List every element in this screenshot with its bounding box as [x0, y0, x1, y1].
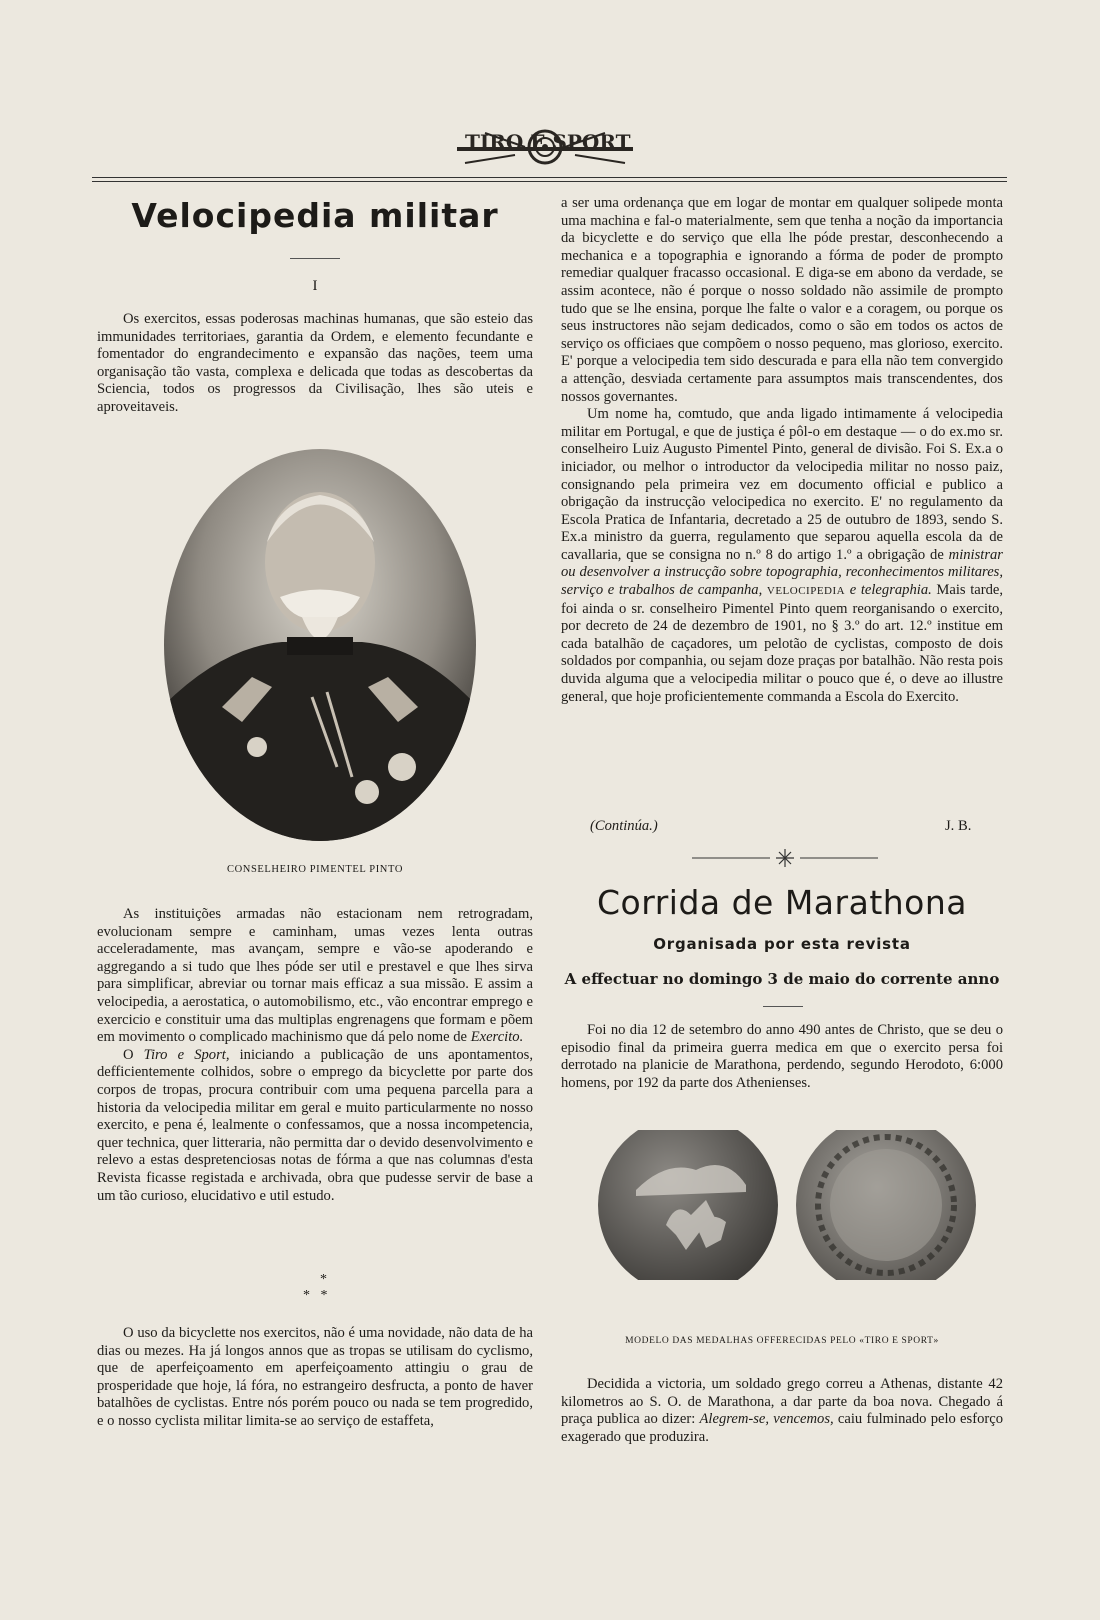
paragraph-3-text: iniciando a publicação de uns apontamentos, defficientemente colhidos, sobre o emprego da bicyclette por parte dos corpos de tropas, procura contribuir com uma pequena parcella para a historia da velocipedia militar em geral e muito particularmente no nosso exercito, e pena é, lealmente o confessamos, que a nossa incompetencia, quer technica, quer litteraria, não permitta dar o devido desenvolvimento e relevo a estas despretenciosas notas de fórma a que nas columnas d'esta Revista ficasse registada e archivada, obra que pudesse servir de base a um tão curioso, elucidativo e util estudo.: [97, 1046, 533, 1204]
article-body-left: [97, 906, 533, 1205]
article-2-divider: [763, 1006, 803, 1007]
logo-text: TIRO E SPORT: [465, 130, 631, 154]
continua-note: (Continúa.): [590, 818, 658, 834]
asterism-bottom: * *: [303, 1288, 328, 1303]
right-paragraph-2-a: Um nome ha, comtudo, que anda ligado intimamente á velocipedia militar em Portugal, e que de justiça é pôl-o em destaque — o do ex.mo sr. conselheiro Luiz Augusto Pimentel Pinto, general de divisão. Foi S. Ex.a o iniciador, ou melhor o introductor da velocipedia militar no nosso paiz, consignando pela primeira vez em documento official e publico a obrigação da instrucção velocipedica no exercito. E' no regulamento da Escola Pratica de Infantaria, decretado a 25 de outubro de 1893, sendo S. Ex.a ministro da guerra, regulamento que separou aquella escola da de cavallaria, que se consigna no n.º 8 do artigo 1.º a obrigação de: [561, 406, 1003, 563]
tiro-e-sport-logo: [455, 125, 635, 171]
paragraph-3: [97, 1047, 533, 1205]
velocipedia-smallcaps: VELOCIPEDIA: [766, 585, 846, 598]
article-2-paragraph-2-b: caiu fulminado pelo esforço exagerado que produzira.: [561, 1411, 1003, 1445]
paragraph-3-start: O: [123, 1046, 134, 1063]
article-2-paragraph-2-a: Decidida a victoria, um soldado grego correu a Athenas, distante 42 kilometros ao S. O. de Marathona, a dar parte da boa nova. Chegado á praça publica ao dizer:: [561, 1376, 1003, 1428]
intro-paragraph: [97, 311, 533, 417]
header-rule-bottom: [92, 181, 1007, 182]
paragraph-3-italic: Tiro e Sport,: [143, 1046, 230, 1063]
portrait-caption: CONSELHEIRO PIMENTEL PINTO: [226, 864, 403, 875]
asterism-top: *: [320, 1272, 327, 1287]
right-paragraph-2-italic-1: ministrar ou desenvolver a instrucção sobre topographia, reconhecimentos militares, serviço e trabalhos de campanha,: [561, 546, 1003, 599]
article-body-right: [561, 195, 1003, 706]
header-rule-top: [92, 177, 1007, 178]
right-paragraph-2-italic-2: e telegraphia.: [849, 582, 932, 599]
medal-caption: MODELO DAS MEDALHAS OFFERECIDAS PELO «TIRO E SPORT»: [625, 1336, 939, 1346]
article-2-date-line: A effectuar no domingo 3 de maio do corrente anno: [564, 970, 1000, 988]
medals-image: [596, 1130, 981, 1280]
right-paragraph-1: a ser uma ordenança que em logar de montar em qualquer solipede monta uma machina e fal-o materialmente, sem que tenha a noção da importancia da bicyclette e do serviço que ella lhe póde prestar, desconhecendo a mechanica e a topographia e ignorando a fórma de poder de prompto remediar qualquer fracasso occasional. E diga-se em abono da verdade, se assim acontece, não é porque o nosso soldado não assimile de prompto tudo que se lhe ensina, porque lhe falte o valor e a coragem, ou porque os seus instructores não sejam dedicados, como o são em todos os actos de serviço os officiaes que compõem o nosso pequeno, mas glorioso, exercito. E' porque a velocipedia tem sido descurada e para ella não tem convergido a attenção, desviada certamente para assumptos mais transcendentes, dos nossos governantes.: [561, 195, 1003, 405]
article-2-paragraph-1: Foi no dia 12 de setembro do anno 490 antes de Christo, que se deu o episodio final da primeira guerra medica em que o exercito persa foi derrotado na planicie de Marathona, perdendo, segundo Herodoto, 6:000 homens, por 192 da parte dos Athenienses.: [561, 1022, 1003, 1091]
section-numeral: I: [312, 278, 318, 294]
paragraph-2-italic: Exercito.: [470, 1029, 524, 1046]
intro-text: Os exercitos, essas poderosas machinas humanas, que são esteio das immunidades territoriaes, garantia da Ordem, e elemento fecundante e fomentador do engrandecimento e expansão das nações, teem uma organisação tão vasta, complexa e delicada que todas as descobertas da Sciencia, todos os progressos da Civilisação, lhes são uteis e aproveitaveis.: [97, 311, 533, 415]
article-2-body: [561, 1376, 1003, 1446]
article-2-paragraph-2-italic: Alegrem-se, vencemos,: [699, 1411, 834, 1428]
title-divider: [290, 258, 340, 259]
paragraph-2: [97, 906, 533, 1047]
article-2-title: Corrida de Marathona: [596, 883, 968, 922]
article-2-paragraph-2: [561, 1376, 1003, 1446]
author-signature: J. B.: [945, 818, 972, 834]
right-paragraph-2: [561, 406, 1003, 706]
paragraph-4: O uso da bicyclette nos exercitos, não é uma novidade, não data de ha dias ou mezes. Ha já longos annos que as tropas se utilisam do cyclismo, que de aperfeiçoamento em aperfeiçoamento attingiu o grau de prosperidade que hoje, lá fóra, no estrangeiro desfructa, a ponto de haver batalhões de cyclistas. Entre nós porém pouco ou nada se tem progredido, e o nosso cyclista militar limita-se ao serviço de estaffeta,: [97, 1325, 533, 1429]
right-paragraph-2-b: Mais tarde, foi ainda o sr. conselheiro Pimentel Pinto quem reorganisando o exercito, por decreto de 24 de dezembro de 1901, no § 3.º do art. 12.º institue em cada batalhão de caçadores, um pelotão de cyclistas, composto de dois soldados por companhia, ou sejam doze praças por batalhão. Não resta pois duvida alguma que a velocipedia militar o pouco que é, o deve ao illustre general, que hoje proficientemente commanda a Escola do Exercito.: [561, 582, 1004, 705]
ornamental-divider: [692, 848, 878, 868]
article-2-intro: [561, 1022, 1003, 1092]
medal-front: [598, 1130, 778, 1280]
article-2-subtitle: Organisada por esta revista: [653, 935, 911, 953]
article-title: Velocipedia militar: [131, 196, 499, 235]
paragraph-2-text: As instituições armadas não estacionam nem retrogradam, evolucionam sempre e caminham, umas vezes lenta outras acceleradamente, mas avançam, sempre e vão-se apoderando e aggregando a si tudo que lhes póde ser util e prestavel e que lhes sirva para simplificar, abreviar ou tornar mais efficaz a sua missão. E assim a velocipedia, a aerostatica, o automobilismo, etc., vão encontrar emprego e exercicio e constituir uma das multiplas engrenagens que formam e põem em movimento o complicado machinismo que dá pelo nome de: [97, 906, 533, 1046]
article-body-left-bottom: [97, 1325, 533, 1431]
portrait-image: [162, 447, 478, 844]
